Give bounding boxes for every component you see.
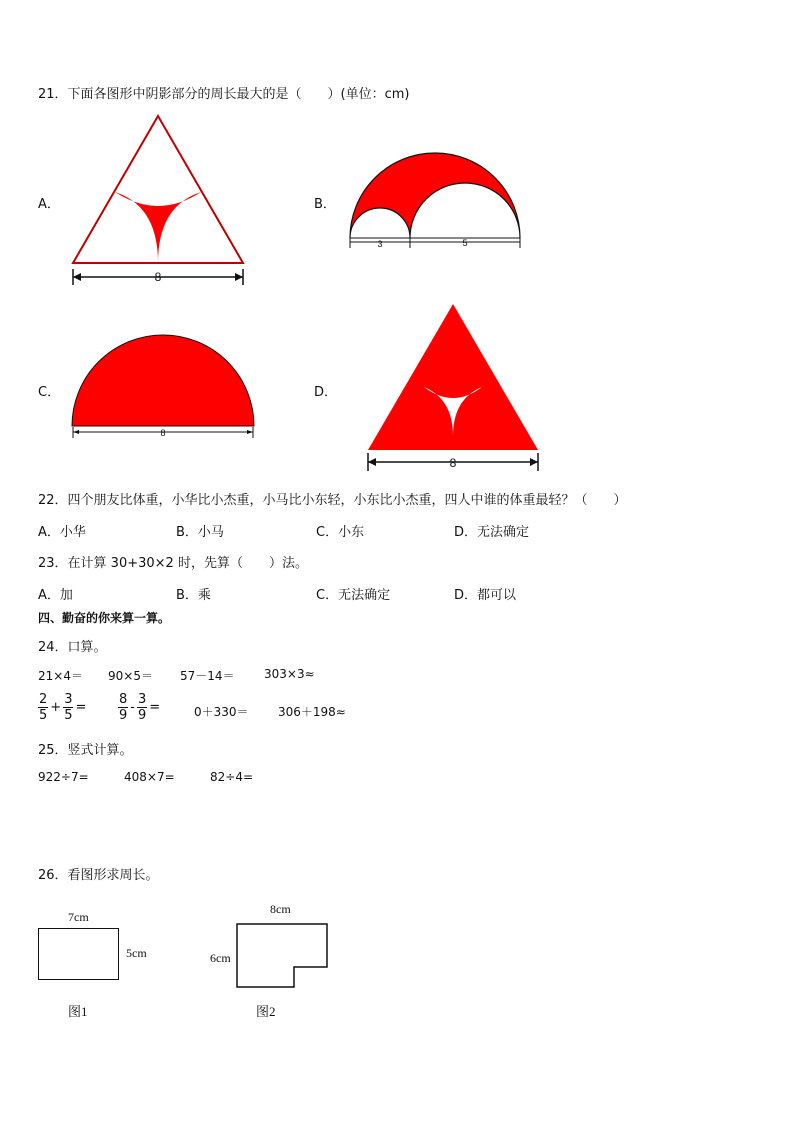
fig1-caption: 图1 [68,1004,88,1019]
q22-option-b: B．小马 [176,525,224,540]
q23-option-c: C．无法确定 [316,588,391,603]
q25-item-2: 408×7= [124,770,175,784]
q23-option-b: B．乘 [176,588,211,603]
figure-b-shaded-region [350,153,520,238]
minus-operator: - [130,700,135,715]
fraction-2-5 [38,692,48,723]
q24-item-8: 306＋198≈ [278,705,346,719]
q23-text: 23．在计算 30+30×2 时，先算（ ）法。 [38,556,308,571]
q21-option-c-label: C． [38,385,61,400]
section-4-heading: 四、勤奋的你来算一算。 [38,611,171,625]
figure-b-dim-label-small: 3 [377,239,383,249]
q24-item-3: 57－14＝ [180,669,235,683]
q24-item-4: 303×3≈ [264,667,315,681]
q25-text: 25．竖式计算。 [38,743,133,758]
equals-sign: = [75,700,87,715]
fraction-3-9 [137,692,147,723]
fig1-height-label: 5cm [126,946,147,960]
figure-d-arrow-left [368,458,376,466]
q23-option-d: D．都可以 [454,588,517,603]
figure-c-arrow-right [247,430,253,434]
q26-text: 26．看图形求周长。 [38,868,159,883]
q23-option-a: A．加 [38,588,73,603]
fraction-8-9 [118,692,128,723]
fig2-width-label: 8cm [270,902,291,916]
figure-b-dim-label-large: 5 [462,238,468,248]
q22-option-d: D．无法确定 [454,525,530,540]
fraction-numerator: 3 [64,692,73,707]
fraction-denominator: 5 [64,708,73,723]
q21-option-a-label: A． [38,197,60,212]
q21-figure-b [340,140,530,255]
fig2-outline [237,924,327,987]
fraction-denominator: 9 [137,708,147,723]
fraction-denominator: 9 [119,708,128,723]
q21-option-d-label: D． [314,385,338,400]
q21-figure-d [360,296,550,476]
equals-sign: = [149,700,161,715]
q24-item-2: 90×5＝ [108,669,153,683]
figure-d-arrow-right [530,458,538,466]
figure-a-arrow-left [73,273,81,281]
figure-a-dim-label: 8 [154,270,162,284]
q21-figure-c [65,330,265,445]
fig2-height-label: 6cm [210,951,231,965]
fig1-width-label: 7cm [68,910,89,924]
figure-d-dim-label: 8 [449,456,457,470]
plus-operator: + [50,700,62,715]
figure-c-arrow-left [73,430,79,434]
q25-item-1: 922÷7= [38,770,89,784]
q22-text: 22．四个朋友比体重，小华比小杰重，小马比小东轻，小东比小杰重，四人中谁的体重最轻？（ ） [38,493,627,508]
fig1-rectangle [38,928,119,980]
q22-option-c: C．小东 [316,525,365,540]
fraction-numerator: 2 [39,692,48,707]
fraction-numerator: 8 [119,692,128,707]
figure-c-semicircle [72,335,254,426]
q24-fraction-expression-1 [38,692,86,723]
q24-fraction-expression-2 [118,692,160,723]
q24-item-1: 21×4＝ [38,669,83,683]
q22-option-a: A．小华 [38,525,86,540]
q24-item-7: 0＋330＝ [194,705,249,719]
q21-figure-a [60,110,260,290]
fraction-denominator: 5 [39,708,48,723]
figure-a-shaded-region [115,192,201,263]
fraction-3-5 [63,692,73,723]
q21-option-b-label: B． [314,197,336,212]
q24-text: 24．口算。 [38,640,107,655]
q21-text: 21．下面各图形中阴影部分的周长最大的是（ ）(单位：cm) [38,87,410,102]
fig2-caption: 图2 [256,1004,276,1019]
q25-item-3: 82÷4= [210,770,254,784]
figure-a-arrow-right [235,273,243,281]
fig2-shape [232,920,332,992]
fraction-numerator: 3 [137,692,147,707]
figure-c-dim-label: 8 [160,428,166,438]
